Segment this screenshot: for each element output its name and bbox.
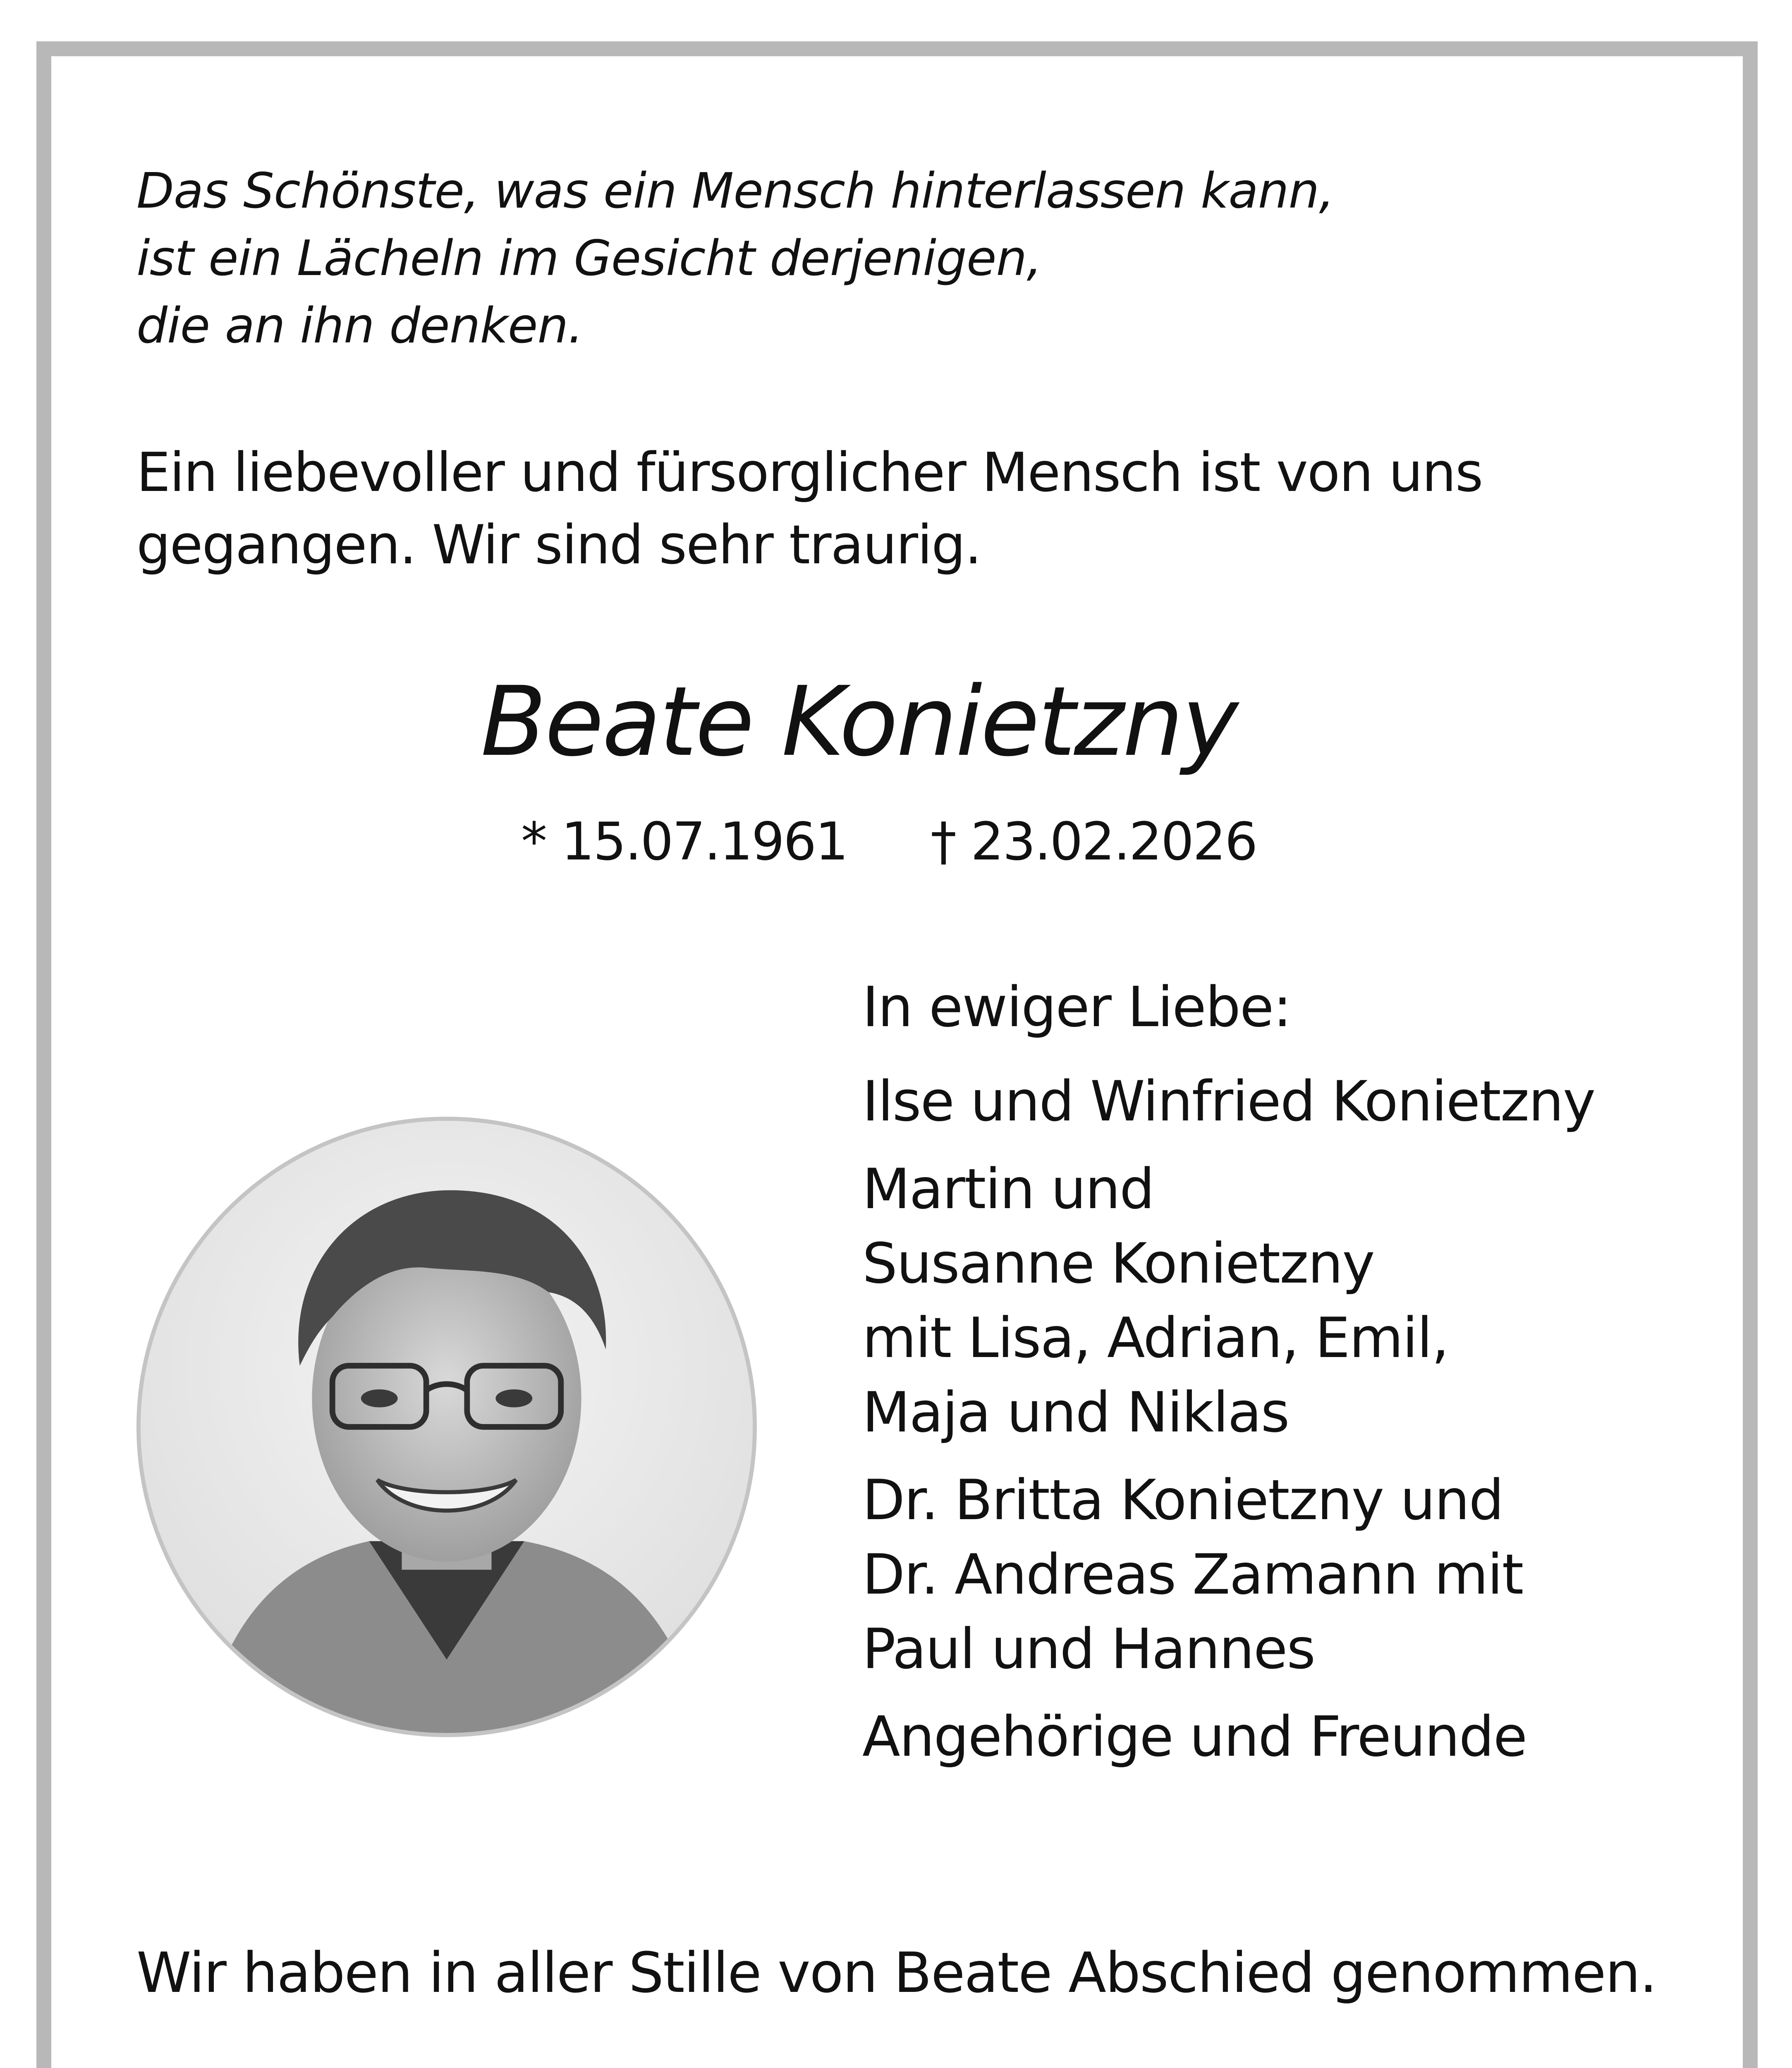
mourner-line: Susanne Konietzny: [862, 1231, 1374, 1296]
quote-line: die an ihn denken.: [136, 297, 583, 354]
portrait-photo: [136, 1117, 757, 1737]
quote-line: Das Schönste, was ein Mensch hinterlassen kann,: [136, 162, 1334, 219]
intro-line: Ein liebevoller und fürsorglicher Mensch ist von uns: [136, 441, 1483, 504]
mourners-heading: In ewiger Liebe:: [862, 975, 1291, 1039]
birth-date: * 15.07.1961: [521, 811, 847, 872]
mourner-group: [862, 1064, 1731, 1139]
right-eye-shape: [495, 1389, 532, 1407]
deceased-name: Beate Konietzny: [481, 666, 1237, 778]
portrait-illustration: [141, 1121, 753, 1733]
mourner-line: Angehörige und Freunde: [862, 1704, 1527, 1769]
mourner-group: [862, 1152, 1731, 1450]
memorial-quote: [136, 157, 1708, 359]
intro-line: gegangen. Wir sind sehr traurig.: [136, 513, 981, 576]
left-eye-shape: [361, 1389, 398, 1407]
mourner-line: Dr. Andreas Zamann mit: [862, 1542, 1523, 1607]
mourner-group: [862, 1699, 1731, 1774]
mourner-line: mit Lisa, Adrian, Emil,: [862, 1306, 1449, 1370]
mourner-line: Paul und Hannes: [862, 1617, 1315, 1681]
intro-text: [136, 436, 1708, 581]
mourner-line: Maja und Niklas: [862, 1380, 1289, 1445]
mourner-group: [862, 1463, 1731, 1686]
closing-statement: Wir haben in aller Stille von Beate Abschied genommen.: [136, 1941, 1657, 2005]
mourner-line: Dr. Britta Konietzny und: [862, 1468, 1503, 1532]
death-date: † 23.02.2026: [931, 811, 1257, 872]
quote-line: ist ein Lächeln im Gesicht derjenigen,: [136, 230, 1042, 287]
mourners-list: [862, 970, 1731, 1787]
mourner-line: Ilse und Winfried Konietzny: [862, 1069, 1595, 1134]
mourner-line: Martin und: [862, 1157, 1154, 1221]
